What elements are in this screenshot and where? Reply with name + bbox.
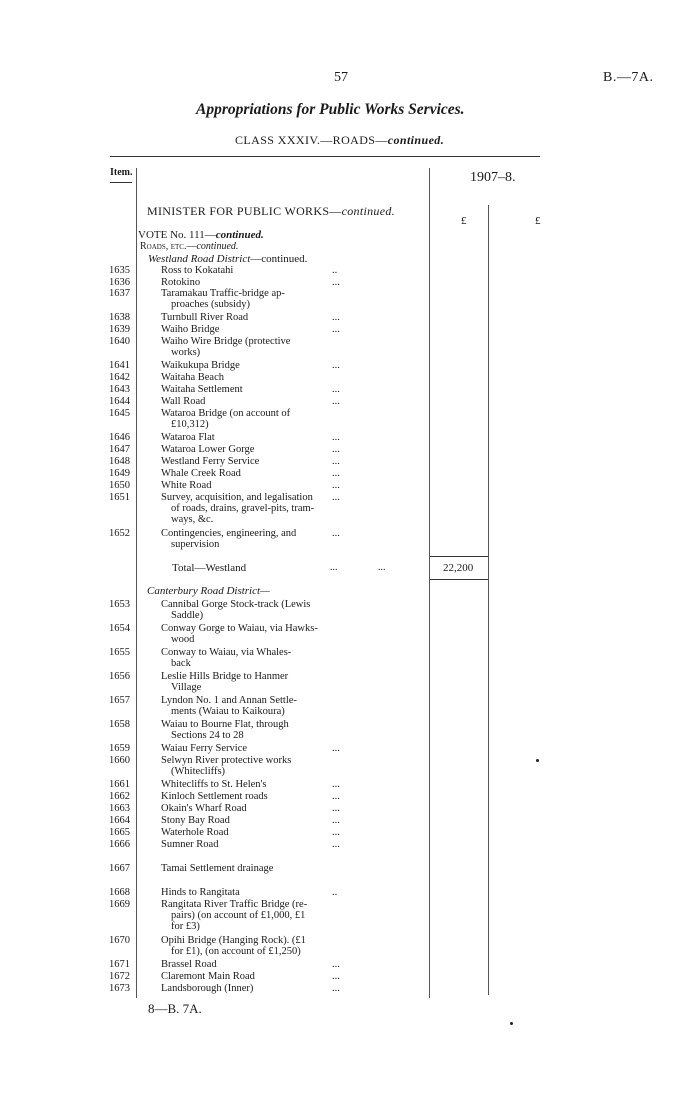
description-line: Waitaha Beach	[161, 372, 224, 383]
description-line: for £1), (on account of £1,250)	[171, 946, 301, 957]
item-description	[161, 288, 346, 310]
description-line: for £3)	[171, 921, 200, 932]
item-description	[161, 935, 346, 957]
description-line: Turnbull River Road	[161, 312, 249, 323]
item-number: 1668	[109, 887, 130, 898]
description-line: Opihi Bridge (Hanging Rock). (£1	[161, 935, 306, 946]
item-description	[161, 456, 346, 467]
leader-dots: ...	[332, 277, 340, 288]
item-number: 1669	[109, 899, 130, 910]
description-line: £10,312)	[171, 419, 209, 430]
description-line: Waiho Wire Bridge (protective	[161, 336, 291, 347]
item-description	[161, 887, 346, 898]
item-number: 1647	[109, 444, 130, 455]
item-description	[161, 815, 346, 826]
item-description	[161, 265, 346, 276]
item-description	[161, 492, 346, 525]
item-description	[161, 528, 346, 550]
item-number: 1657	[109, 695, 130, 706]
item-description	[161, 899, 346, 932]
item-description	[161, 312, 346, 323]
total-westland-dots: ...	[330, 562, 338, 573]
description-line: White Road	[161, 480, 212, 491]
item-description	[161, 372, 346, 383]
item-number: 1665	[109, 827, 130, 838]
leader-dots: ...	[332, 444, 340, 455]
description-line: Hinds to Rangitata	[161, 887, 240, 898]
description-line: Okain's Wharf Road	[161, 803, 247, 814]
item-number: 1645	[109, 408, 130, 419]
roads-heading-prefix: Roads, etc.—	[140, 241, 197, 252]
description-line: Waitaha Settlement	[161, 384, 243, 395]
currency-symbol-col1: £	[461, 215, 467, 227]
item-description	[161, 863, 346, 874]
leader-dots: ...	[332, 384, 340, 395]
leader-dots: ...	[332, 791, 340, 802]
item-description	[161, 803, 346, 814]
item-number: 1664	[109, 815, 130, 826]
description-line: Claremont Main Road	[161, 971, 255, 982]
item-description	[161, 791, 346, 802]
vote-heading-suffix: continued.	[215, 229, 264, 241]
description-line: Whale Creek Road	[161, 468, 241, 479]
leader-dots: ...	[332, 492, 340, 503]
item-description	[161, 671, 346, 693]
item-description	[161, 336, 346, 358]
minister-heading	[147, 204, 395, 219]
item-header-underline	[110, 182, 132, 183]
page-title: Appropriations for Public Works Services.	[196, 101, 465, 118]
item-description	[161, 408, 346, 430]
item-number: 1639	[109, 324, 130, 335]
page-number: 57	[334, 70, 348, 85]
item-description	[161, 468, 346, 479]
item-number: 1640	[109, 336, 130, 347]
item-number: 1655	[109, 647, 130, 658]
item-number: 1658	[109, 719, 130, 730]
description-line: Cannibal Gorge Stock-track (Lewis	[161, 599, 311, 610]
description-line: Waiau Ferry Service	[161, 743, 248, 754]
leader-dots: ...	[332, 827, 340, 838]
leader-dots: ...	[332, 396, 340, 407]
county-column-rule	[429, 168, 430, 998]
item-description	[161, 779, 346, 790]
description-line: ments (Waiau to Kaikoura)	[171, 706, 285, 717]
description-line: Sections 24 to 28	[171, 730, 244, 741]
item-description	[161, 839, 346, 850]
description-line: Stony Bay Road	[161, 815, 230, 826]
item-number: 1656	[109, 671, 130, 682]
description-line: supervision	[171, 539, 220, 550]
item-description	[161, 396, 346, 407]
total-top-rule	[430, 556, 488, 557]
item-number: 1644	[109, 396, 130, 407]
item-description	[161, 719, 346, 741]
item-number: 1662	[109, 791, 130, 802]
description-line: Kinloch Settlement roads	[161, 791, 268, 802]
description-line: Survey, acquisition, and legalisation	[161, 492, 313, 503]
description-line: Waiho Bridge	[161, 324, 220, 335]
item-description	[161, 971, 346, 982]
item-description	[161, 444, 346, 455]
westland-district-heading	[148, 253, 307, 265]
description-line: wood	[171, 634, 195, 645]
item-description	[161, 827, 346, 838]
item-number: 1650	[109, 480, 130, 491]
leader-dots: ...	[332, 983, 340, 994]
canterbury-district-heading: Canterbury Road District—	[147, 585, 270, 597]
item-number: 1654	[109, 623, 130, 634]
description-line: Wataroa Lower Gorge	[161, 444, 255, 455]
item-description	[161, 277, 346, 288]
total-westland-amount: 22,200	[443, 562, 474, 574]
total-westland-dots-2: ...	[378, 562, 386, 573]
vote-heading	[138, 229, 264, 241]
item-description	[161, 647, 346, 669]
item-number: 1651	[109, 492, 130, 503]
description-line: Lyndon No. 1 and Annan Settle-	[161, 695, 297, 706]
description-line: (Whitecliffs)	[171, 766, 226, 777]
item-number: 1670	[109, 935, 130, 946]
item-number: 1637	[109, 288, 130, 299]
description-line: proaches (subsidy)	[171, 299, 251, 310]
description-line: back	[171, 658, 191, 669]
description-line: Waikukupa Bridge	[161, 360, 240, 371]
leader-dots: ...	[332, 432, 340, 443]
leader-dots: ...	[332, 815, 340, 826]
leader-dots: ...	[332, 839, 340, 850]
item-number: 1636	[109, 277, 130, 288]
description-line: Sumner Road	[161, 839, 219, 850]
item-number: 1671	[109, 959, 130, 970]
item-column-header: Item.	[110, 167, 133, 178]
item-number: 1641	[109, 360, 130, 371]
description-line: Wataroa Flat	[161, 432, 215, 443]
description-line: Westland Ferry Service	[161, 456, 260, 467]
description-line: Whitecliffs to St. Helen's	[161, 779, 267, 790]
total-bottom-rule	[430, 579, 488, 580]
stray-mark	[510, 1022, 513, 1025]
description-line: Taramakau Traffic-bridge ap-	[161, 288, 285, 299]
item-number: 1672	[109, 971, 130, 982]
description-line: pairs) (on account of £1,000, £1	[171, 910, 306, 921]
leader-dots: ...	[332, 360, 340, 371]
table-top-rule	[110, 156, 540, 157]
item-description	[161, 983, 346, 994]
leader-dots: ...	[332, 468, 340, 479]
item-number: 1649	[109, 468, 130, 479]
item-number: 1653	[109, 599, 130, 610]
leader-dots: ...	[332, 528, 340, 539]
item-number: 1635	[109, 265, 130, 276]
description-line: Rotokino	[161, 277, 201, 288]
leader-dots: ...	[332, 779, 340, 790]
total-westland-label: Total—Westland	[172, 562, 247, 574]
item-description	[161, 959, 346, 970]
item-number: 1638	[109, 312, 130, 323]
item-description	[161, 360, 346, 371]
item-description	[161, 432, 346, 443]
item-number: 1666	[109, 839, 130, 850]
minister-heading-suffix: continued.	[341, 204, 395, 218]
stray-mark	[536, 759, 539, 762]
item-number: 1660	[109, 755, 130, 766]
currency-symbol-col2: £	[535, 215, 541, 227]
item-description	[161, 599, 346, 621]
description-line: Village	[171, 682, 202, 693]
leader-dots: ...	[332, 324, 340, 335]
item-description	[161, 384, 346, 395]
description-line: Wataroa Bridge (on account of	[161, 408, 291, 419]
leader-dots: ...	[332, 959, 340, 970]
description-line: Brassel Road	[161, 959, 217, 970]
class-title-prefix: CLASS XXXIV.—ROADS—	[235, 133, 388, 147]
class-title	[235, 133, 444, 148]
leader-dots: ...	[332, 803, 340, 814]
item-number: 1643	[109, 384, 130, 395]
description-line: Contingencies, engineering, and	[161, 528, 297, 539]
item-description	[161, 324, 346, 335]
westland-heading-rest: —continued.	[250, 253, 308, 265]
item-description	[161, 755, 346, 777]
description-line: Landsborough (Inner)	[161, 983, 254, 994]
description-line: Selwyn River protective works	[161, 755, 292, 766]
footer-signature: 8—B. 7A.	[148, 1001, 202, 1016]
item-number: 1659	[109, 743, 130, 754]
description-line: of roads, drains, gravel-pits, tram-	[171, 503, 315, 514]
class-title-suffix: continued.	[387, 133, 445, 147]
item-number: 1646	[109, 432, 130, 443]
westland-heading-italic: Westland Road District	[148, 253, 251, 265]
description-line: Tamai Settlement drainage	[161, 863, 274, 874]
description-line: Leslie Hills Bridge to Hanmer	[161, 671, 289, 682]
roads-heading	[140, 241, 238, 252]
item-number: 1667	[109, 863, 130, 874]
description-line: works)	[171, 347, 201, 358]
item-number: 1663	[109, 803, 130, 814]
leader-dots: ...	[332, 456, 340, 467]
description-line: Ross to Kokatahi	[161, 265, 234, 276]
leader-dots: ...	[332, 971, 340, 982]
description-line: Conway to Waiau, via Whales-	[161, 647, 292, 658]
amount-column-rule	[488, 205, 489, 995]
item-number: 1648	[109, 456, 130, 467]
item-description	[161, 743, 346, 754]
item-number: 1673	[109, 983, 130, 994]
vote-heading-prefix: VOTE No. 111—	[138, 229, 216, 241]
description-line: Rangitata River Traffic Bridge (re-	[161, 899, 308, 910]
leader-dots: ..	[332, 265, 338, 276]
document-reference: B.—7A.	[603, 70, 654, 85]
item-number: 1661	[109, 779, 130, 790]
item-number: 1652	[109, 528, 130, 539]
minister-heading-prefix: MINISTER FOR PUBLIC WORKS—	[147, 204, 342, 218]
item-description	[161, 623, 346, 645]
description-line: Saddle)	[171, 610, 204, 621]
leader-dots: ..	[332, 887, 338, 898]
description-line: Waiau to Bourne Flat, through	[161, 719, 289, 730]
roads-heading-suffix: continued.	[196, 241, 239, 252]
leader-dots: ...	[332, 743, 340, 754]
item-description	[161, 695, 346, 717]
item-description	[161, 480, 346, 491]
description-line: Waterhole Road	[161, 827, 229, 838]
year-column-header: 1907–8.	[470, 170, 516, 185]
item-number: 1642	[109, 372, 130, 383]
description-line: ways, &c.	[171, 514, 214, 525]
leader-dots: ...	[332, 480, 340, 491]
description-line: Wall Road	[161, 396, 206, 407]
description-line: Conway Gorge to Waiau, via Hawks-	[161, 623, 318, 634]
leader-dots: ...	[332, 312, 340, 323]
